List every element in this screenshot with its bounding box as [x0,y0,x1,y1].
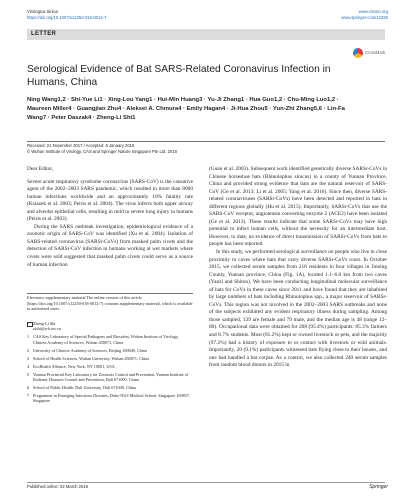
affiliation-item: 1 CAS Key Laboratory of Special Pathogens and Biosafety, Wuhan Institute of Virology, Chinese Academy of Sciences, Wuhan 430071, China [27,334,179,345]
doi-link[interactable]: https://doi.org/10.1007/s12250-018-0012-7 [27,14,107,20]
crossmark-icon [353,48,363,58]
springer-journal-link[interactable]: www.springer.com/12250 [341,14,388,20]
affiliation-item: 4 EcoHealth Alliance, New York, NY 10001, USA [27,363,115,369]
footnote-divider [27,293,193,294]
affiliation-item: 7 Programme in Emerging Infectious Diseases, Duke-NUS Medical School, Singapore 169857, Singapore [27,393,190,404]
left-column-body [27,166,193,269]
author-list: Ning Wang1,2 · Shi-Yue Li1 · Xing-Lou Yang1 · Hui-Min Huang3 · Yu-Ji Zhang1 · Hua Guo1,2 · Chu-Ming Luo1,2 · Maureen Miller4 · Guangjian Zhu4 · Aleksei A. Chmura4 · Emily Hagan4 · Ji-Hua Zhou5 · Yun-Zhi Zhang5,6 · Lin-Fa Wang7 · Peter Daszak4 · Zheng-Li Shi1 [27,97,345,121]
publisher-name: Springer [369,484,388,490]
running-header-right [290,9,388,20]
body-paragraph: In this study, we performed serological surveillance on people who live in close proximity to caves where bats that carry diverse SARSr-CoVs roost. In October 2015, we collected serum samples from 218 residents in four villages in Jinning County, Yunnan province, China (Fig. 1A), located 1.1–6.0 km from two caves (Yanzi and Shitou). We have been conducting longitudinal molecular surveillance of bats for CoVs in these caves since 2011 and have found that they are inhabited by large numbers of bats including Rhinolophus spp., a major reservoir of SARSr-CoVs. This region was not involved in the 2002–2003 SARS outbreaks and none of the subjects exhibited any evident respiratory illness during sampling. Among those sampled, 139 are female and 79 male, and the median age is 48 (range 12–80). Occupational data were obtained for 208 (95.4%) participants: 85.3% farmers and 8.7% students. Most (81.2%) kept or owned livestock or pets, and the majority (97.2%) had a history of exposure to or contact with livestock or wild animals. Importantly, 20 (9.1%) participants witnessed bats flying close to their houses, and one had handled a bat corpse. As a control, we also collected 240 serum samples from random blood donors in 2015 in [209,249,387,369]
body-paragraph: During the SARS outbreak investigation, epidemiological evidence of a zoonotic origin of SARS-CoV was identified (Xu et al. 2004). Isolation of SARS-related coronavirus (SARSr-CoVs) from masked palm civets and the detection of SARSr-CoV infection in humans working at wet markets where civets were sold suggested that masked palm civets could serve as a source of human infection [27,223,193,268]
contact-name: Zheng-Li Shi [33,321,56,326]
body-paragraph: (Guan et al. 2003). Subsequent work identified genetically diverse SARSr-CoVs in Chinese horseshoe bats (Rhinolophus sinicus) in a county of Yunnan Province, China and provided strong evidence that bats are the natural reservoir of SARS-CoV (Ge et al. 2013; Li et al. 2005; Yang et al. 2016). Since then, diverse SARS-related coronaviruses (SARSr-CoVs) have been detected and reported in bats in different regions globally (Hu et al. 2015). Importantly, SARSr-CoVs that use the SARS-CoV receptor, angiotensin converting enzyme 2 (ACE2) have been isolated (Ge et al. 2013). These results indicate that some SARSr-CoVs may have high potential to infect human cells, without the necessity for an intermediate host. However, to date, no evidence of direct transmission of SARSr-CoVs from bats to people has been reported. [209,166,387,248]
article-title: Serological Evidence of Bat SARS-Related Coronavirus Infection in Humans, China [27,64,331,88]
affiliations-block [27,321,193,407]
contact-email[interactable]: zlshi@wh.iov.cn [33,326,62,332]
running-header-left [27,9,177,20]
article-type-label: LETTER [31,31,57,37]
article-type-bar [27,29,385,40]
affiliation-item: 3 School of Health Sciences, Wuhan University, Wuhan 430071, China [27,355,150,361]
published-date: Published online: 02 March 2018 [27,484,88,489]
copyright-notice: © Wuhan Institute of Virology, CAS and Springer Nature Singapore Pte Ltd. 2018 [27,149,177,154]
received-accepted-dates: Received: 21 November 2017 / Accepted: 8 January 2018 [27,143,135,148]
affiliation-item: 6 School of Public Health, Dali University, Dali 671000, China [27,385,136,391]
divider [27,141,385,142]
right-column-body [209,166,387,370]
journal-website-link[interactable]: www.virosin.org [358,9,388,14]
affiliation-item: 5 Yunnan Provincial Key Laboratory for Zoonosis Control and Prevention, Yunnan Institute of Endemic Diseases Control and Prevention, Dali 671000, China [27,371,189,383]
footer-divider [27,482,385,483]
springer-logo [352,482,388,494]
affiliation-item: 2 University of Chinese Academy of Sciences, Beijing 100049, China [27,347,147,353]
esm-note: Electronic supplementary material The online version of this article (https://doi.org/10.1007/s12250-018-0012-7) contains supplementary material, which is available to authorized users. [27,295,193,312]
body-paragraph: Severe acute respiratory syndrome coronavirus (SARS-CoV) is the causative agent of the 2002–2003 SARS pandemic, which resulted in more than 8000 human infections worldwide and an approximately 10% fatality rate (Ksiazek et al. 2003; Peiris et al. 2004). The virus infects both upper airway and alveolar epithelial cells, resulting in mild to severe lung injury in humans (Peiris et al. 2003). [27,178,193,223]
salutation: Dear Editor, [27,166,54,172]
crossmark-label: CrossMark [365,50,386,55]
corresponding-author [27,321,193,331]
journal-name: Virologica Sinica [27,9,58,14]
crossmark-badge[interactable] [353,48,389,60]
